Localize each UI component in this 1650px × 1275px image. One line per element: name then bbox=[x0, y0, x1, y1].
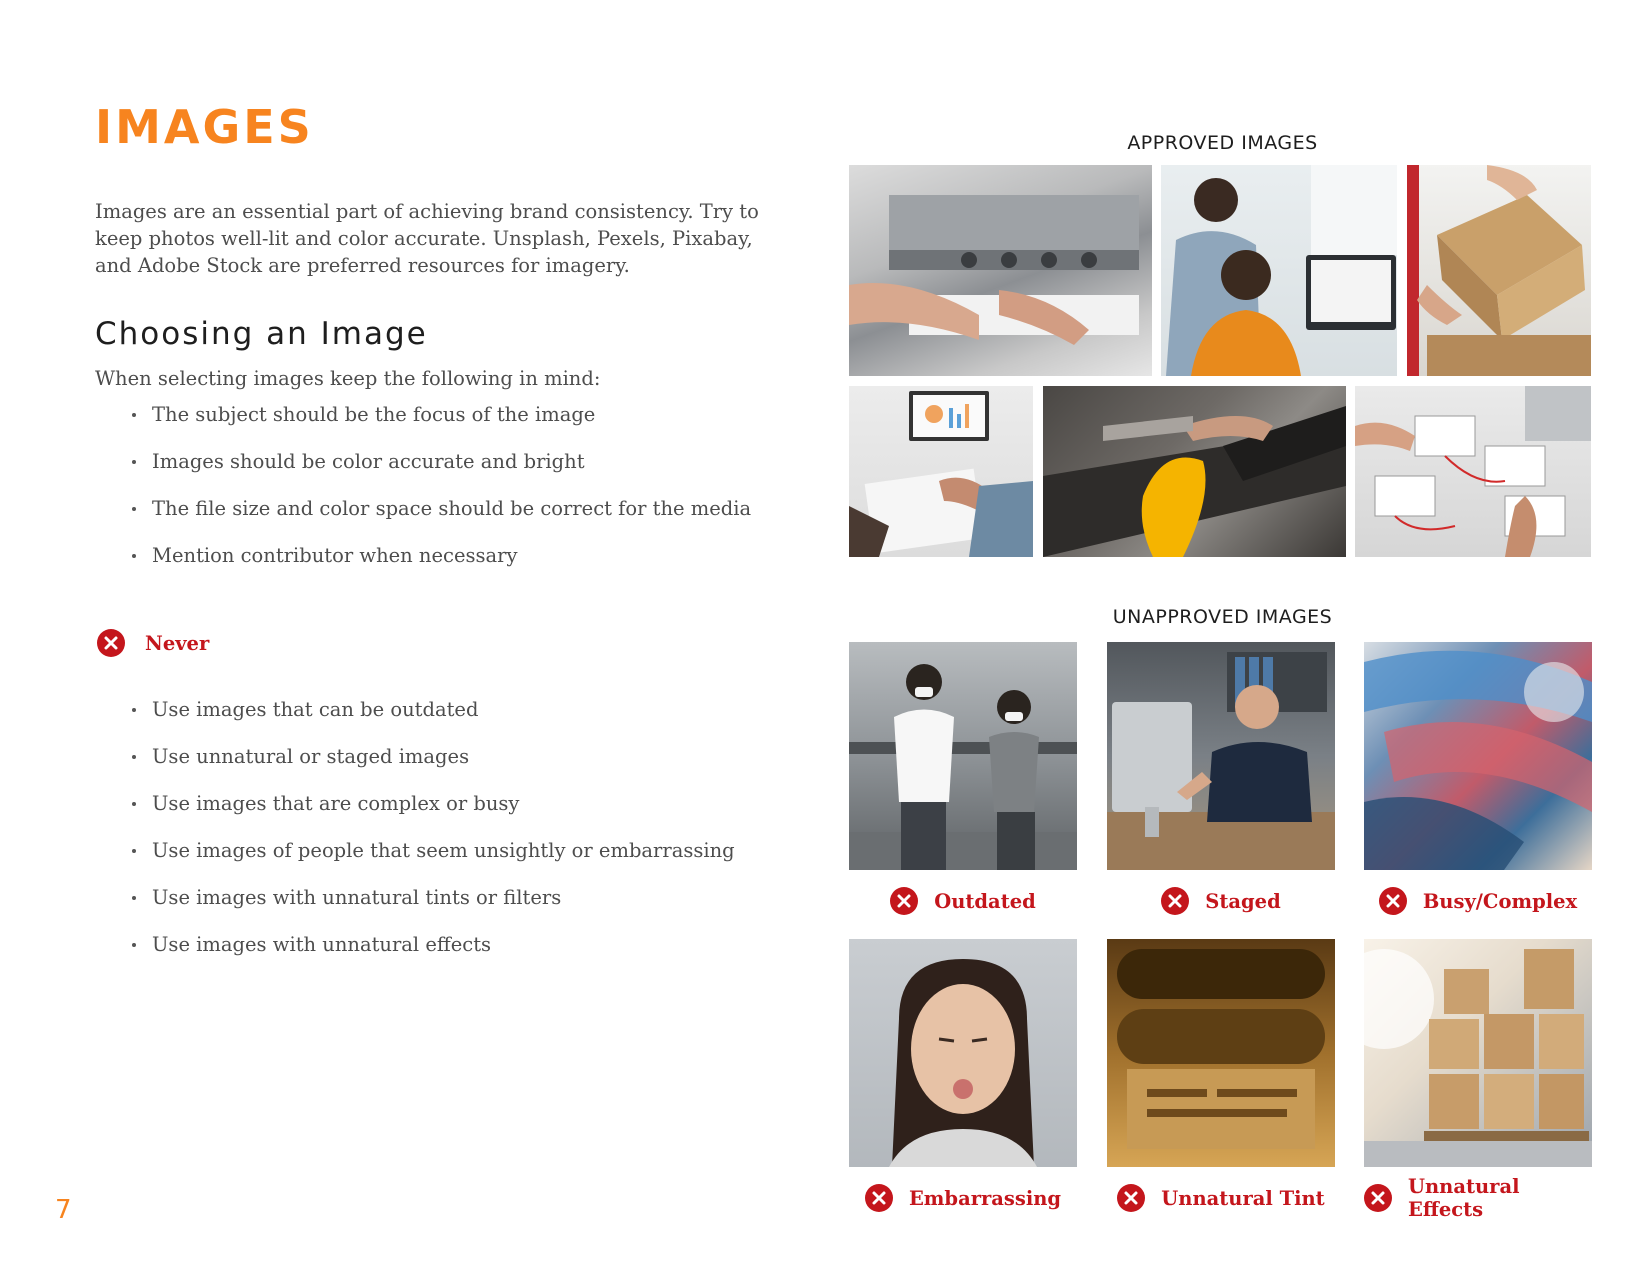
list-item: Use images of people that seem unsightly or embarrassing bbox=[130, 838, 735, 885]
caption-label: Unnatural Effects bbox=[1408, 1175, 1520, 1221]
printed-rolls-photo bbox=[1364, 642, 1592, 870]
masked-couple-photo bbox=[849, 642, 1077, 870]
paper-cutter-photo bbox=[849, 165, 1152, 376]
caption-label: Busy/Complex bbox=[1422, 889, 1578, 913]
list-item: Use unnatural or staged images bbox=[130, 744, 735, 791]
list-item: Mention contributor when necessary bbox=[130, 543, 751, 590]
warehouse-boxes-photo bbox=[1364, 939, 1592, 1167]
x-circle-icon bbox=[1364, 1184, 1392, 1212]
list-item: Use images that are complex or busy bbox=[130, 791, 735, 838]
caption-busy-complex bbox=[1364, 886, 1592, 916]
do-list bbox=[130, 402, 751, 590]
list-item: The file size and color space should be correct for the media bbox=[130, 496, 751, 543]
yellow-ink-press-photo bbox=[1043, 386, 1346, 557]
x-circle-icon bbox=[890, 887, 918, 915]
page-title: IMAGES bbox=[95, 100, 314, 154]
caption-label: Staged bbox=[1205, 889, 1281, 913]
office-desk-photo bbox=[1161, 165, 1397, 376]
caption-embarrassing bbox=[849, 1183, 1077, 1213]
x-circle-icon bbox=[97, 629, 125, 657]
caption-label: Unnatural Tint bbox=[1161, 1186, 1325, 1210]
approved-label: APPROVED IMAGES bbox=[1127, 132, 1318, 154]
caption-staged bbox=[1107, 886, 1335, 916]
x-circle-icon bbox=[1117, 1184, 1145, 1212]
caption-label: Embarrassing bbox=[908, 1186, 1062, 1210]
wireframe-sketch-photo bbox=[1355, 386, 1591, 557]
section-heading: Choosing an Image bbox=[95, 316, 428, 352]
unapproved-label: UNAPPROVED IMAGES bbox=[1112, 606, 1333, 628]
x-circle-icon bbox=[1379, 887, 1407, 915]
caption-outdated bbox=[849, 886, 1077, 916]
caption-unnatural-tint bbox=[1107, 1183, 1335, 1213]
presenting-man-photo bbox=[1107, 642, 1335, 870]
caption-unnatural-effects bbox=[1364, 1175, 1592, 1221]
x-circle-icon bbox=[1161, 887, 1189, 915]
list-item: Use images with unnatural tints or filters bbox=[130, 885, 735, 932]
never-list bbox=[130, 697, 735, 979]
sepia-press-photo bbox=[1107, 939, 1335, 1167]
list-item: Use images with unnatural effects bbox=[130, 932, 735, 979]
list-item: The subject should be the focus of the image bbox=[130, 402, 751, 449]
caption-label: Outdated bbox=[934, 889, 1036, 913]
never-label: Never bbox=[145, 631, 210, 655]
never-heading bbox=[97, 629, 209, 657]
list-item: Use images that can be outdated bbox=[130, 697, 735, 744]
page-number: 7 bbox=[55, 1195, 72, 1225]
x-circle-icon bbox=[865, 1184, 893, 1212]
lead-text: When selecting images keep the following in mind: bbox=[95, 367, 601, 390]
box-handoff-photo bbox=[1407, 165, 1591, 376]
intro-paragraph: Images are an essential part of achieving brand consistency. Try to keep photos well-lit and color accurate. Unsplash, Pexels, Pixabay, and Adobe Stock are preferred resources for imagery. bbox=[95, 200, 759, 277]
puckered-face-photo bbox=[849, 939, 1077, 1167]
list-item: Images should be color accurate and bright bbox=[130, 449, 751, 496]
laptop-meeting-photo bbox=[849, 386, 1033, 557]
